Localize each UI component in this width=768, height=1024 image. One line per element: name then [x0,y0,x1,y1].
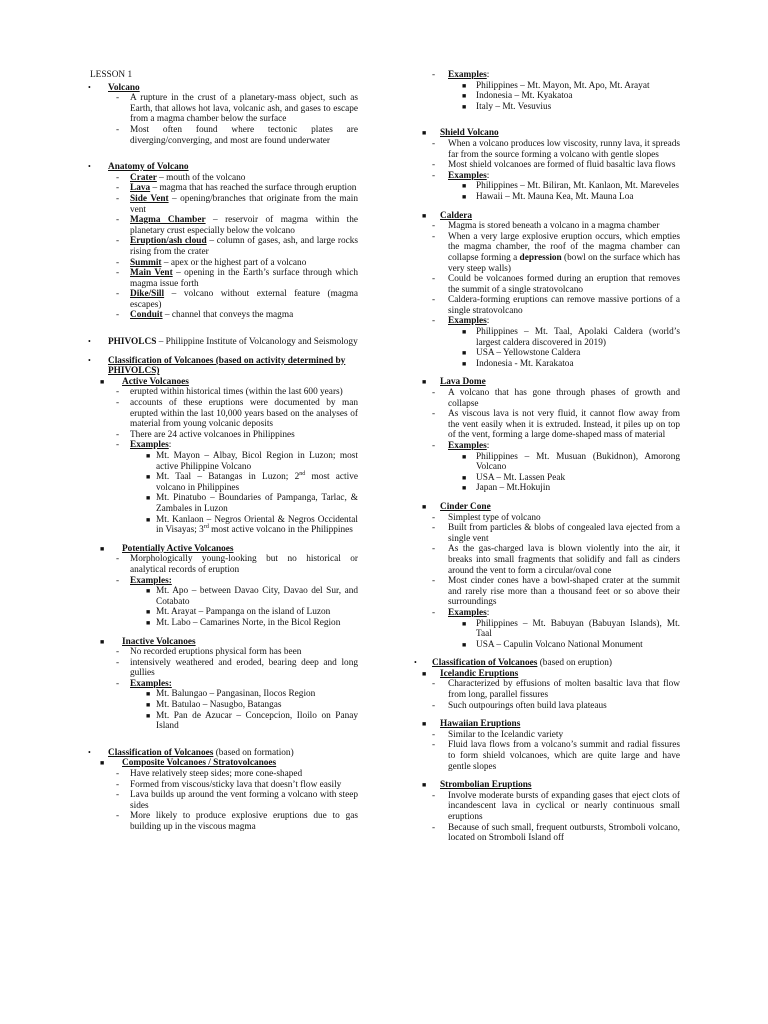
heading-inactive: Inactive Volcanoes [122,636,196,647]
examples-label: Examples [130,440,169,451]
list-item: Most shield volcanoes are formed of fluid basaltic lava flows [448,160,676,171]
example-item: Mt. Taal – Batangas in Luzon; 2 [156,472,300,483]
list-item: intensively weathered and eroded, bearing deep and long gullies [130,657,358,679]
list-item: When a volcano produces low viscosity, runny lava, it spreads far from the source forming a volcano with gentle slopes [448,138,680,160]
list-item: Involve moderate bursts of expanding gases that eject clots of incandescent lava in cyclical or nearly continuous small eruptions [448,790,680,822]
example-item: Japan – Mt.Hokujin [476,483,551,494]
list-item: Caldera-forming eruptions can remove massive portions of a single stratovolcano [448,295,680,316]
term: Lava [130,183,151,194]
example-item-cont: most active volcano in the Philippines [208,525,353,536]
heading-composite: Composite Volcanoes / Stratovolcanoes [122,758,277,769]
list-item: As viscous lava is not very fluid, it cannot flow away from the vent easily when it is extruded. Instead, it piles up on top of the vent, forming a large dome-shaped mass of material [448,409,680,441]
definition: – mouth of the volcano [156,172,246,183]
example-item-cont: most active volcano in Philippines [156,472,358,493]
superscript: nd [299,471,306,478]
definition: – apex or the highest part of a volcano [161,257,307,268]
lesson-title: LESSON 1 [90,70,133,80]
list-item: Simplest type of volcano [448,512,541,523]
heading-classification-activity: Classification of Volcanoes (based on activity determined by PHIVOLCS) [108,355,346,377]
list-item: Could be volcanoes formed during an eruption that removes the summit of a single stratovolcano [448,274,680,295]
heading-strombolian: Strombolian Eruptions [440,780,532,791]
term: Crater [130,172,157,183]
heading-potentially-active: Potentially Active Volcanoes [122,543,234,554]
section-eruption-classification: • Classification of Volcanoes (based on eruption) ■ Icelandic Eruptions - Characterized by effusions of molten basaltic lava that flow from long, parallel fissures - Such outpourings often build lava plateaus ■ Hawaiian Eruptions - Similar to the Icelandic variety - Fluid lava flows from a volcano’s summit and radial fissures to form shield volcanoes, which are quite large and have gentle slopes ■ Strombolian Eruptions - Involve moderate bursts of expanding gases that eject clots of incandescent lava in cyclical or nearly continuous small eruptions - Because of such small, frequent outbursts, Stromboli volcano, located on Stromboli Island off [414,658,680,844]
section-anatomy: • Anatomy of Volcano - Crater – mouth of the volcano - Lava – magma that has reached the surface through eruption - Side Vent – opening/branches that originate from the main vent - Magma Chamber – reservoir of magma within the planetary crust especially below the volcano - Eruption/ash cloud – column of gases, ash, and large rocks rising from the crater - Summit – apex or the highest part of a volcano - Main Vent – opening in the Earth’s surface through which magma issue forth - Dike/Sill – volcano without external feature (magma escapes) - Conduit – channel that conveys the magma [88,162,359,321]
examples-label: Examples [448,170,487,181]
term-phivolcs: PHIVOLCS [108,337,157,348]
section-caldera: ■ Caldera - Magma is stored beneath a volcano in a magma chamber - When a very large explosive eruption occurs, which empties the magma chamber, the roof of the magma chamber can collapse forming a depression (bowl on the surface which has very steep walls) - Could be volcanoes formed during an eruption that removes the summit of a single stratovolcano - Caldera-forming eruptions can remove massive portions of a single stratovolcano - Examples: ■ Philippines – Mt. Taal, Apolaki Caldera (world’s largest caldera discovered in 2019) ■ USA – Yellowstone Caldera ■ Indonesia - Mt. Karakatoa [422,210,680,369]
heading-active-volcanoes: Active Volcanoes [122,376,189,387]
list-item: Have relatively steep sides; more cone-shaped [130,769,303,780]
example-item: Indonesia - Mt. Karakatoa [476,358,574,369]
example-item: Mt. Mayon – Albay, Bicol Region in Luzon; most active Philippine Volcano [156,451,358,472]
heading-suffix: (based on eruption) [537,658,612,669]
section-shield: ■ Shield Volcano - When a volcano produces low viscosity, runny lava, it spreads far from the source forming a volcano with gentle slopes - Most shield volcanoes are formed of fluid basaltic lava flows - Examples: ■ Philippines – Mt. Biliran, Mt. Kanlaon, Mt. Mareveles ■ Hawaii – Mt. Mauna Kea, Mt. Mauna Loa [422,128,680,202]
examples-label: Examples [448,316,487,327]
examples-label: Examples [448,607,487,618]
list-item: Characterized by effusions of molten basaltic lava that flow from long, parallel fissures [448,679,680,701]
example-item: Mt. Apo – between Davao City, Davao del Sur, and Cotabato [156,586,358,607]
list-item: Morphologically young-looking but no historical or analytical records of eruption [130,554,358,575]
example-item: USA – Yellowstone Caldera [476,348,581,359]
list-item: A rupture in the crust of a planetary-mass object, such as Earth, that allows hot lava, volcanic ash, and gases to escape from a magma chamber below the surface [130,93,358,125]
term: Conduit [130,310,163,321]
list-item: When a very large explosive eruption occurs, which empties the magma chamber, the roof of the magma chamber can collapse forming a [448,231,680,263]
superscript: rd [203,524,209,531]
definition: – column of gases, ash, and large rocks rising from the crater [130,236,358,257]
section-cinder-cone: ■ Cinder Cone - Simplest type of volcano - Built from particles & blobs of congealed lava ejected from a single vent - As the gas-charged lava is blown violently into the air, it breaks into small fragments that solidify and fall as cinders around the vent to form a circular/oval cone - Most cinder cones have a bowl-shaped crater at the summit and rarely rise more than a thousand feet or so above their surroundings - Examples: ■ Philippines – Mt. Babuyan (Babuyan Islands), Mt. Taal ■ USA – Capulin Volcano National Monument [422,501,680,650]
list-item-cont: (bowl on the surface which has very steep walls) [448,252,680,274]
heading-shield: Shield Volcano [440,128,499,139]
example-item: Philippines – Mt. Biliran, Mt. Kanlaon, Mt. Mareveles [476,181,679,192]
list-item: Fluid lava flows from a volcano’s summit and radial fissures to form shield volcanoes, which are quite large and have gentle slopes [448,740,680,772]
heading-classification-eruption: Classification of Volcanoes [432,658,538,669]
heading-anatomy: Anatomy of Volcano [108,162,189,173]
term-depression: depression [519,252,562,263]
term: Summit [130,257,162,268]
composite-examples: - Examples: ■ Philippines – Mt. Mayon, Mt. Apo, Mt. Arayat ■ Indonesia – Mt. Kyakatoa ■ Italy – Mt. Vesuvius [432,70,650,112]
list-item: Most often found where tectonic plates are diverging/converging, and most are found underwater [130,124,358,146]
heading-icelandic: Icelandic Eruptions [440,668,519,679]
example-item: Philippines – Mt. Taal, Apolaki Caldera (world’s largest caldera discovered in 2019) [476,327,680,348]
heading-lava-dome: Lava Dome [440,377,486,388]
list-item: Most cinder cones have a bowl-shaped crater at the summit and rarely rise more than a thousand feet or so above their surroundings [448,576,680,608]
list-item: Formed from viscous/sticky lava that doesn’t flow easily [130,779,342,790]
definition: – reservoir of magma within the planetary crust especially below the volcano [130,215,359,236]
list-item: Because of such small, frequent outbursts, Stromboli volcano, located on Stromboli Island off [448,822,680,844]
example-item: USA – Mt. Lassen Peak [476,472,566,483]
list-item: erupted within historical times (within the last 600 years) [130,387,343,398]
example-item: Mt. Balungao – Pangasinan, Ilocos Region [156,689,316,700]
right-column [414,70,680,852]
examples-label: Examples: [130,575,172,586]
list-item: As the gas-charged lava is blown violently into the air, it breaks into small fragments that solidify and fall as cinders around the vent to form a circular/oval cone [448,544,680,576]
left-column [86,70,358,841]
list-item: Magma is stored beneath a volcano in a magma chamber [448,221,660,232]
term: Side Vent [130,193,169,204]
heading-classification-formation: Classification of Volcanoes [108,747,214,758]
term: Main Vent [130,268,173,279]
definition: – opening in the Earth’s surface through which magma issue forth [130,268,358,289]
definition: – volcano without external feature (magma escapes) [130,289,358,310]
example-item: Italy – Mt. Vesuvius [476,101,552,112]
list-item: Similar to the Icelandic variety [448,729,564,740]
list-item: Built from particles & blobs of congealed lava ejected from a single vent [448,523,680,544]
heading-suffix: (based on formation) [213,747,294,758]
example-item: Mt. Batulao – Nasugbo, Batangas [156,700,282,711]
list-item: accounts of these eruptions were documented by man erupted within the last 10,000 years based on the analyses of material from young volcanic deposits [130,398,358,430]
example-item: Hawaii – Mt. Mauna Kea, Mt. Mauna Loa [476,191,634,202]
example-item: Mt. Kanlaon – Negros Oriental & Negros Occidental in Visayas; 3 [156,514,358,536]
definition: – magma that has reached the surface through eruption [150,183,357,194]
term: Eruption/ash cloud [130,236,207,247]
list-item: More likely to produce explosive eruptions due to gas building up in the viscous magma [130,811,358,832]
heading-volcano: Volcano [108,82,140,93]
example-item: Philippines – Mt. Musuan (Bukidnon), Amorong Volcano [476,451,680,473]
section-lava-dome: ■ Lava Dome - A volcano that has gone through phases of growth and collapse - As viscous lava is not very fluid, it cannot flow away from the vent easily when it is extruded. Instead, it piles up on top of the vent, forming a large dome-shaped mass of material - Examples: ■ Philippines – Mt. Musuan (Bukidnon), Amorong Volcano ■ USA – Mt. Lassen Peak ■ Japan – Mt.Hokujin [422,377,680,494]
example-item: Philippines – Mt. Babuyan (Babuyan Islands), Mt. Taal [476,618,680,640]
list-item: A volcano that has gone through phases of growth and collapse [448,388,680,409]
example-item: Mt. Arayat – Pampanga on the island of Luzon [156,607,331,618]
example-item: USA – Capulin Volcano National Monument [476,639,643,650]
section-phivolcs: • PHIVOLCS – Philippine Institute of Volcanology and Seismology [88,337,358,348]
example-item: Mt. Labo – Camarines Norte, in the Bicol Region [156,617,341,628]
heading-caldera: Caldera [440,210,473,221]
examples-label: Examples [448,70,487,80]
list-item: There are 24 active volcanoes in Philippines [130,429,295,440]
example-item: Mt. Pan de Azucar – Concepcion, Iloilo on Panay Island [156,710,358,732]
example-item: Mt. Pinatubo – Boundaries of Pampanga, Tarlac, & Zambales in Luzon [156,493,358,514]
heading-cinder-cone: Cinder Cone [440,501,491,512]
list-item: Lava builds up around the vent forming a volcano with steep sides [130,790,358,811]
term: Magma Chamber [130,215,206,226]
example-item: Indonesia – Mt. Kyakatoa [476,91,573,102]
term: Dike/Sill [130,289,165,300]
section-classification-activity: • Classification of Volcanoes (based on activity determined by PHIVOLCS) ■ Active Volcanoes - erupted within historical times (within the last 600 years) - accounts of these eruptions were documented by man erupted within the last 10,000 years based on the analyses of material from young volcanic deposits - There are 24 active volcanoes in Philippines - Examples: ■ Mt. Mayon – Albay, Bicol Region in Luzon; most active Philippine Volcano ■ Mt. Taal – Batangas in Luzon; 2nd most active volcano in Philippines ■ Mt. Pinatubo – Boundaries of Pampanga, Tarlac, & Zambales in Luzon ■ Mt. Kanlaon – Negros Oriental & Negros Occidental in Visayas; 3rd most active volcano in the Philippines ■ Potentially Active Volcanoes - Morphologically young-looking but no historical or analytical records of eruption - Examples: ■ Mt. Apo – between Davao City, Davao del Sur, and Cotabato ■ Mt. Arayat – Pampanga on the island of Luzon ■ Mt. Labo – Camarines Norte, in the Bicol Region ■ Inactive Volcanoes - No recorded eruptions physical form has been - intensively weathered and eroded, bearing deep and long gullies - Examples: ■ Mt. Balungao – Pangasinan, Ilocos Region ■ Mt. Batulao – Nasugbo, Batangas ■ Mt. Pan de Azucar – Concepcion, Iloilo on Panay Island [88,355,358,732]
list-item: No recorded eruptions physical form has been [130,647,302,658]
definition: – channel that conveys the magma [162,310,294,321]
section-volcano: • Volcano - A rupture in the crust of a planetary-mass object, such as Earth, that allows hot lava, volcanic ash, and gases to escape from a magma chamber below the surface - Most often found where tectonic plates are diverging/converging, and most are found underwater [88,82,358,146]
list-item: Such outpourings often build lava plateaus [448,700,607,711]
heading-hawaiian: Hawaiian Eruptions [440,719,521,730]
definition: – Philippine Institute of Volcanology and Seismology [156,337,358,348]
section-classification-formation: • Classification of Volcanoes (based on formation) ■ Composite Volcanoes / Stratovolcanoes - Have relatively steep sides; more cone-shaped - Formed from viscous/sticky lava that doesn’t flow easily - Lava builds up around the vent forming a volcano with steep sides - More likely to produce explosive eruptions due to gas building up in the viscous magma [88,747,358,832]
definition: – opening/branches that originate from the main vent [130,193,358,215]
example-item: Philippines – Mt. Mayon, Mt. Apo, Mt. Arayat [476,80,650,91]
examples-label: Examples [448,441,487,451]
examples-label: Examples: [130,678,172,689]
